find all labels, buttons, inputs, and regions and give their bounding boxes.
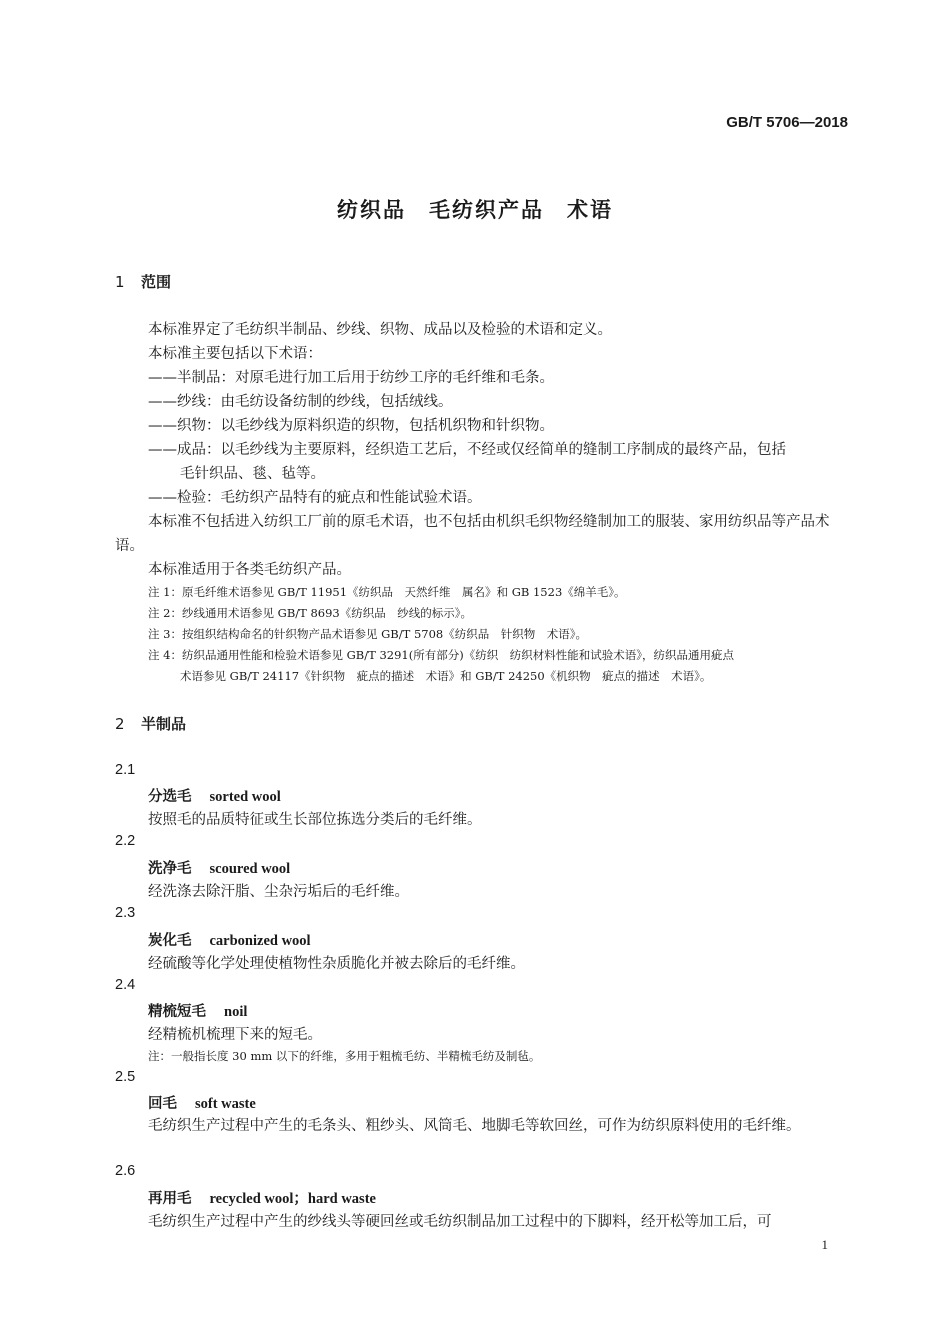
term-chinese: 再用毛 bbox=[148, 1191, 192, 1207]
term-english: recycled wool；hard waste bbox=[209, 1191, 376, 1207]
section-2-heading bbox=[115, 713, 186, 734]
term-definition: 毛纺织生产过程中产生的纱线头等硬回丝或毛纺织制品加工过程中的下脚料，经开松等加工后，可 bbox=[148, 1214, 772, 1230]
term-heading bbox=[148, 1000, 247, 1021]
term-definition: 按照毛的品质特征或生长部位拣选分类后的毛纤维。 bbox=[148, 812, 482, 828]
note: 注 3：按组织结构命名的针织物产品术语参见 GB/T 5708《纺织品 针织物 术语》。 bbox=[148, 627, 587, 641]
term-english: scoured wool bbox=[209, 861, 291, 877]
list-item: ——成品：以毛纱线为主要原料，经织造工艺后，不经或仅经简单的缝制工序制成的最终产品，包括 bbox=[148, 442, 786, 458]
term-heading bbox=[148, 785, 281, 806]
paragraph: 本标准界定了毛纺织半制品、纱线、织物、成品以及检验的术语和定义。 bbox=[148, 322, 612, 338]
term-heading bbox=[148, 929, 311, 950]
term-definition: 经精梳机梳理下来的短毛。 bbox=[148, 1027, 322, 1043]
term-english: soft waste bbox=[195, 1096, 256, 1112]
clause-number: 2.2 bbox=[115, 833, 136, 849]
clause-number: 2.5 bbox=[115, 1069, 136, 1085]
note: 注 2：纱线通用术语参见 GB/T 8693《纺织品 纱线的标示》。 bbox=[148, 606, 472, 620]
term-chinese: 回毛 bbox=[148, 1096, 177, 1112]
list-item: ——半制品：对原毛进行加工后用于纺纱工序的毛纤维和毛条。 bbox=[148, 370, 554, 386]
clause-number: 2.4 bbox=[115, 977, 136, 993]
term-definition: 经硫酸等化学处理使植物性杂质脆化并被去除后的毛纤维。 bbox=[148, 956, 525, 972]
clause-number: 2.3 bbox=[115, 905, 136, 921]
list-item-continuation: 毛针织品、毯、毡等。 bbox=[180, 466, 325, 482]
term-chinese: 炭化毛 bbox=[148, 933, 192, 949]
term-chinese: 洗净毛 bbox=[148, 861, 192, 877]
list-item: ——织物：以毛纱线为原料织造的织物，包括机织物和针织物。 bbox=[148, 418, 554, 434]
list-item: ——检验：毛纺织产品特有的疵点和性能试验术语。 bbox=[148, 490, 482, 506]
standard-code: GB/T 5706—2018 bbox=[726, 114, 848, 131]
term-english: noil bbox=[224, 1004, 248, 1020]
term-english: carbonized wool bbox=[209, 933, 311, 949]
section-number: 1 bbox=[115, 273, 125, 291]
section-title: 范围 bbox=[141, 273, 172, 291]
clause-number: 2.6 bbox=[115, 1163, 136, 1179]
section-number: 2 bbox=[115, 715, 125, 733]
clause-number: 2.1 bbox=[115, 762, 136, 778]
term-heading bbox=[148, 1092, 256, 1113]
term-definition: 经洗涤去除汗脂、尘杂污垢后的毛纤维。 bbox=[148, 884, 409, 900]
term-english: sorted wool bbox=[209, 789, 281, 805]
note: 注 4：纺织品通用性能和检验术语参见 GB/T 3291(所有部分)《纺织 纺织材料性能和试验术语》，纺织品通用疵点 bbox=[148, 648, 734, 662]
term-definition: 毛纺织生产过程中产生的毛条头、粗纱头、风筒毛、地脚毛等软回丝，可作为纺织原料使用的毛纤维。 bbox=[148, 1118, 801, 1134]
page-number: 1 bbox=[821, 1237, 828, 1252]
section-1-heading bbox=[115, 271, 171, 292]
note: 注 1：原毛纤维术语参见 GB/T 11951《纺织品 天然纤维 属名》和 GB 1523《绵羊毛》。 bbox=[148, 585, 626, 599]
term-heading bbox=[148, 857, 290, 878]
term-chinese: 分选毛 bbox=[148, 789, 192, 805]
note-continuation: 术语参见 GB/T 24117《针织物 疵点的描述 术语》和 GB/T 24250《机织物 疵点的描述 术语》。 bbox=[180, 669, 712, 683]
paragraph: 本标准主要包括以下术语： bbox=[148, 346, 322, 362]
document-title: 纺织品 毛纺织产品 术语 bbox=[337, 198, 613, 222]
scope-paragraph: 本标准适用于各类毛纺织产品。 bbox=[148, 562, 351, 578]
term-chinese: 精梳短毛 bbox=[148, 1004, 206, 1020]
term-heading bbox=[148, 1187, 376, 1208]
section-title: 半制品 bbox=[141, 715, 187, 733]
term-note: 注：一般指长度 30 mm 以下的纤维，多用于粗梳毛纺、半精梳毛纺及制毡。 bbox=[148, 1049, 541, 1063]
exclusion-paragraph: 本标准不包括进入纺织工厂前的原毛术语，也不包括由机织毛织物经缝制加工的服装、家用纺织品等产品术语。 bbox=[115, 514, 830, 554]
list-item: ——纱线：由毛纺设备纺制的纱线，包括绒线。 bbox=[148, 394, 453, 410]
